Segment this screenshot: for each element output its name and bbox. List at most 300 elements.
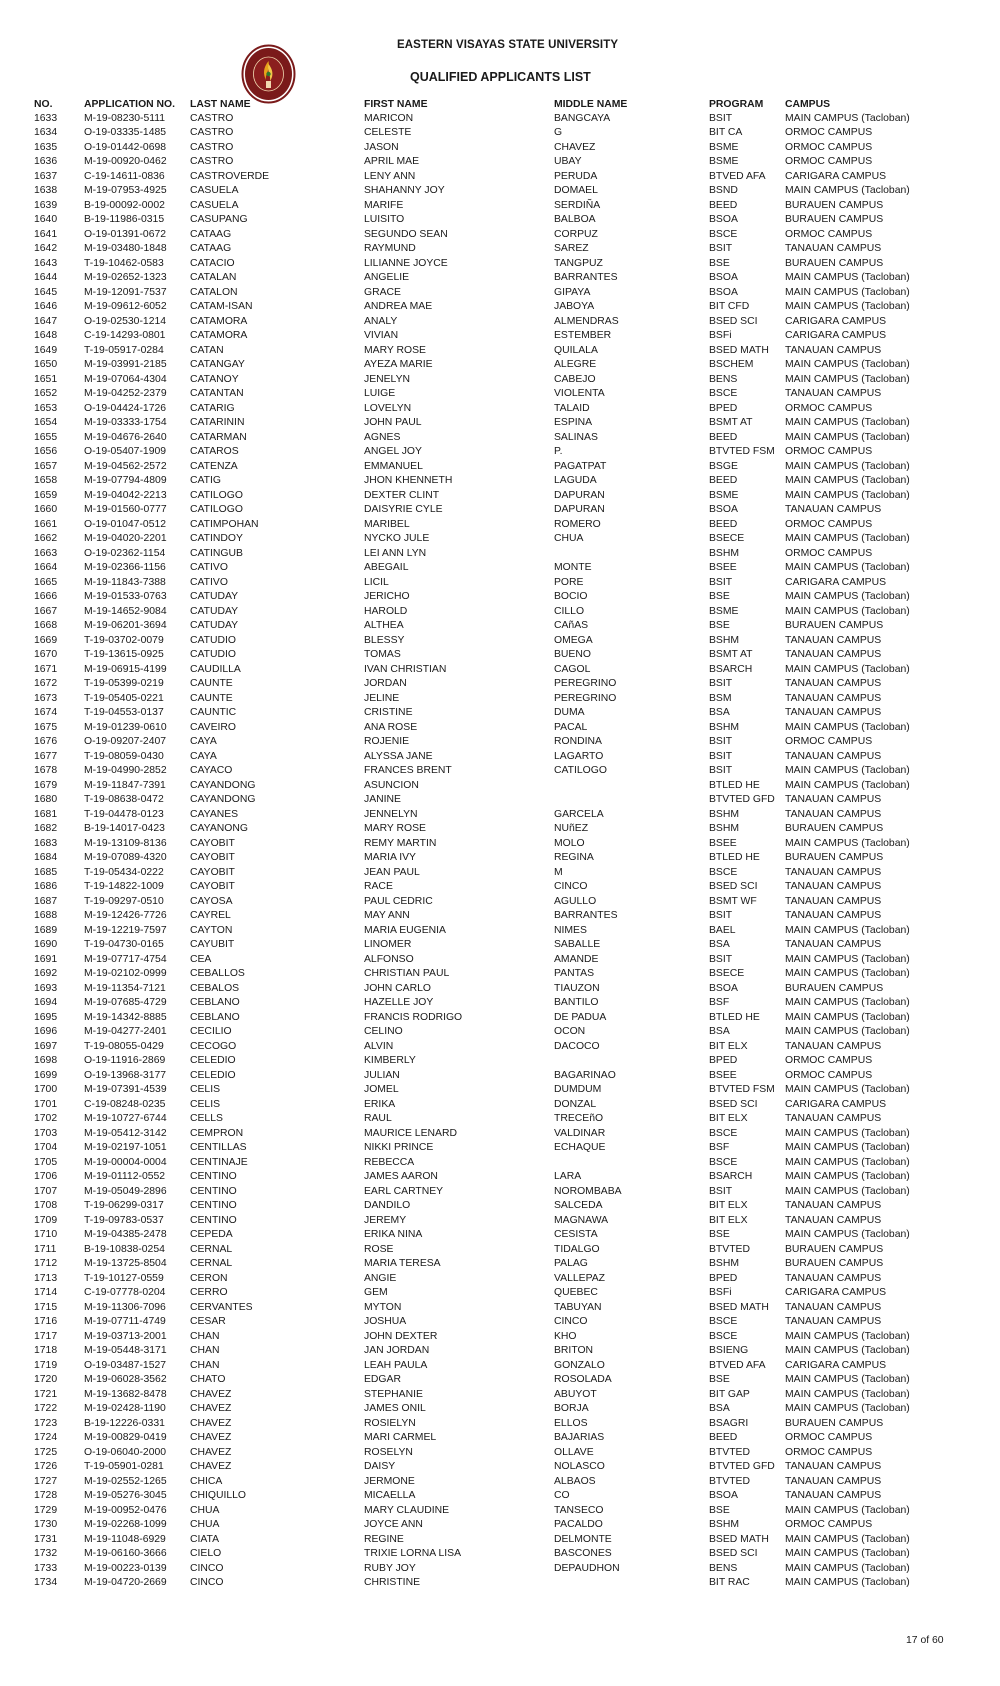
cell-program: BSCE <box>709 1127 738 1139</box>
cell-program: BIT GAP <box>709 1388 750 1400</box>
table-row <box>34 590 935 605</box>
cell-application-no: M-19-05276-3045 <box>84 1490 167 1501</box>
cell-application-no: O-19-09207-2407 <box>84 736 167 747</box>
cell-first-name: DAISYRIE CYLE <box>364 504 443 515</box>
cell-program: BSED SCI <box>709 315 758 327</box>
cell-program: BSFi <box>709 330 732 341</box>
cell-program: BEED <box>709 518 738 530</box>
cell-last-name: CATILOGO <box>190 504 243 515</box>
cell-no: 1666 <box>34 591 58 602</box>
cell-no: 1715 <box>34 1301 58 1313</box>
cell-no: 1681 <box>34 808 58 820</box>
cell-campus: TANAUAN CAMPUS <box>785 1490 882 1501</box>
cell-middle-name: PEREGRINO <box>554 678 617 689</box>
table-row <box>34 1083 935 1098</box>
cell-program: BEED <box>709 199 738 211</box>
cell-last-name: CATUDIO <box>190 649 236 660</box>
cell-campus: BURAUEN CAMPUS <box>785 620 884 631</box>
cell-middle-name: BRITON <box>554 1345 594 1356</box>
cell-last-name: CESAR <box>190 1316 226 1327</box>
cell-no: 1692 <box>34 968 58 979</box>
cell-middle-name: GIPAYA <box>554 286 591 298</box>
cell-last-name: CATAMORA <box>190 315 248 327</box>
cell-middle-name: M <box>554 866 563 878</box>
cell-last-name: CEMPRON <box>190 1127 244 1139</box>
cell-application-no: M-19-01533-0763 <box>84 591 167 602</box>
cell-middle-name: BANGCAYA <box>554 112 611 124</box>
cell-first-name: MARICON <box>364 112 414 124</box>
cell-program: BSME <box>709 141 739 153</box>
page-number: 17 of 60 <box>906 1635 944 1646</box>
cell-first-name: CHRISTINE <box>364 1577 420 1588</box>
table-row <box>34 242 935 257</box>
cell-middle-name: DAPURAN <box>554 489 605 501</box>
cell-campus: TANAUAN CAMPUS <box>785 808 882 820</box>
cell-middle-name: TIAUZON <box>554 982 600 994</box>
table-row <box>34 329 935 344</box>
cell-campus: TANAUAN CAMPUS <box>785 881 882 892</box>
table-row <box>34 706 935 721</box>
cell-no: 1710 <box>34 1229 58 1240</box>
cell-campus: MAIN CAMPUS (Tacloban) <box>785 431 910 443</box>
cell-application-no: M-19-07794-4809 <box>84 475 167 486</box>
cell-last-name: CATACIO <box>190 257 235 269</box>
table-body <box>34 112 935 1591</box>
cell-last-name: CECILIO <box>190 1026 232 1037</box>
cell-first-name: AYEZA MARIE <box>364 359 433 370</box>
cell-campus: MAIN CAMPUS (Tacloban) <box>785 1533 910 1545</box>
cell-campus: MAIN CAMPUS (Tacloban) <box>785 591 910 602</box>
cell-last-name: CATIVO <box>190 576 228 588</box>
cell-campus: BURAUEN CAMPUS <box>785 823 884 834</box>
cell-middle-name: OCON <box>554 1026 586 1037</box>
table-header-row <box>34 97 935 112</box>
cell-last-name: CENTILLAS <box>190 1142 247 1153</box>
cell-first-name: STEPHANIE <box>364 1388 423 1400</box>
cell-no: 1689 <box>34 924 58 936</box>
cell-application-no: M-19-00920-0462 <box>84 156 167 167</box>
cell-first-name: ROJENIE <box>364 736 410 747</box>
cell-program: BSEE <box>709 1069 737 1081</box>
cell-application-no: M-19-12426-7726 <box>84 910 167 921</box>
cell-campus: ORMOC CAMPUS <box>785 1519 873 1530</box>
cell-last-name: CEPEDA <box>190 1229 233 1240</box>
cell-campus: TANAUAN CAMPUS <box>785 504 882 515</box>
cell-middle-name: LAGARTO <box>554 750 604 762</box>
column-header-campus: CAMPUS <box>785 98 831 110</box>
cell-campus: TANAUAN CAMPUS <box>785 1461 882 1472</box>
cell-middle-name: ROMERO <box>554 518 601 530</box>
cell-program: BSCHEM <box>709 359 754 370</box>
cell-middle-name: PACAL <box>554 721 588 733</box>
cell-program: BSIT <box>709 750 733 762</box>
cell-application-no: M-19-11048-6929 <box>84 1533 166 1545</box>
cell-application-no: M-19-03991-2185 <box>84 359 167 370</box>
cell-no: 1718 <box>34 1345 58 1356</box>
cell-middle-name: TRECEñO <box>554 1113 604 1124</box>
cell-program: BSA <box>709 707 730 718</box>
cell-application-no: T-19-09297-0510 <box>84 895 164 907</box>
cell-first-name: KIMBERLY <box>364 1055 416 1066</box>
cell-campus: TANAUAN CAMPUS <box>785 344 882 356</box>
cell-last-name: CATIG <box>190 475 221 486</box>
table-row <box>34 431 935 446</box>
table-row <box>34 416 935 431</box>
table-row <box>34 1533 935 1548</box>
cell-program: BENS <box>709 373 738 385</box>
table-row <box>34 1257 935 1272</box>
cell-campus: MAIN CAMPUS (Tacloban) <box>785 1229 910 1240</box>
cell-last-name: CATALAN <box>190 272 237 283</box>
cell-campus: MAIN CAMPUS (Tacloban) <box>785 1185 910 1197</box>
cell-campus: BURAUEN CAMPUS <box>785 1258 884 1269</box>
cell-first-name: TRIXIE LORNA LISA <box>364 1548 462 1559</box>
table-row <box>34 1214 935 1229</box>
cell-campus: MAIN CAMPUS (Tacloban) <box>785 924 910 936</box>
cell-application-no: M-19-05049-2896 <box>84 1185 167 1197</box>
cell-no: 1682 <box>34 823 58 834</box>
cell-campus: TANAUAN CAMPUS <box>785 243 882 254</box>
cell-program: BSIT <box>709 765 733 776</box>
cell-program: BPED <box>709 402 738 414</box>
cell-campus: ORMOC CAMPUS <box>785 1069 873 1081</box>
cell-campus: ORMOC CAMPUS <box>785 736 873 747</box>
cell-last-name: CATAAG <box>190 228 232 240</box>
cell-no: 1717 <box>34 1330 58 1342</box>
cell-middle-name: PERUDA <box>554 170 598 182</box>
cell-no: 1707 <box>34 1185 58 1197</box>
cell-no: 1635 <box>34 141 58 153</box>
cell-application-no: M-19-11847-7391 <box>84 779 166 791</box>
cell-application-no: M-19-04676-2640 <box>84 431 167 443</box>
cell-application-no: M-19-00952-0476 <box>84 1504 167 1516</box>
cell-application-no: M-19-06028-3562 <box>84 1374 167 1385</box>
table-row <box>34 1547 935 1562</box>
cell-first-name: LUIGE <box>364 388 396 399</box>
cell-first-name: DAISY <box>364 1461 396 1472</box>
cell-campus: MAIN CAMPUS (Tacloban) <box>785 489 910 501</box>
cell-no: 1645 <box>34 286 58 298</box>
cell-no: 1676 <box>34 736 58 747</box>
cell-no: 1643 <box>34 257 58 269</box>
cell-first-name: REMY MARTIN <box>364 837 437 849</box>
cell-no: 1634 <box>34 127 58 138</box>
cell-application-no: T-19-10127-0559 <box>84 1272 164 1284</box>
cell-no: 1667 <box>34 605 58 617</box>
cell-last-name: CATARININ <box>190 417 245 428</box>
cell-middle-name <box>554 779 709 794</box>
cell-first-name: MAY ANN <box>364 910 410 921</box>
cell-application-no: T-19-08059-0430 <box>84 750 164 762</box>
table-row <box>34 822 935 837</box>
cell-no: 1728 <box>34 1490 58 1501</box>
cell-program: BSE <box>709 591 730 602</box>
cell-application-no: B-19-12226-0331 <box>84 1417 165 1429</box>
cell-application-no: M-19-13725-8504 <box>84 1258 167 1269</box>
cell-middle-name: DEPAUDHON <box>554 1562 620 1574</box>
cell-campus: MAIN CAMPUS (Tacloban) <box>785 1026 910 1037</box>
cell-campus: MAIN CAMPUS (Tacloban) <box>785 779 910 791</box>
cell-application-no: O-19-02530-1214 <box>84 315 167 327</box>
cell-first-name: LILIANNE JOYCE <box>364 257 448 269</box>
cell-application-no: T-19-08638-0472 <box>84 794 164 805</box>
cell-campus: TANAUAN CAMPUS <box>785 388 882 399</box>
cell-application-no: M-19-04385-2478 <box>84 1229 167 1240</box>
table-row <box>34 358 935 373</box>
cell-campus: TANAUAN CAMPUS <box>785 895 882 907</box>
cell-middle-name: DELMONTE <box>554 1533 612 1545</box>
cell-campus: BURAUEN CAMPUS <box>785 199 884 211</box>
cell-first-name: MAURICE LENARD <box>364 1127 457 1139</box>
cell-application-no: O-19-04424-1726 <box>84 402 167 414</box>
cell-no: 1703 <box>34 1127 58 1139</box>
cell-first-name: ERIKA <box>364 1098 396 1110</box>
cell-program: BSA <box>709 939 730 950</box>
cell-no: 1642 <box>34 243 58 254</box>
cell-first-name: JAN JORDAN <box>364 1345 430 1356</box>
cell-program: BTVTED FSM <box>709 1084 775 1095</box>
cell-campus: CARIGARA CAMPUS <box>785 330 887 341</box>
table-row <box>34 518 935 533</box>
table-row <box>34 1301 935 1316</box>
cell-first-name: CELINO <box>364 1026 403 1037</box>
column-header-application-no: APPLICATION NO. <box>84 98 176 110</box>
cell-no: 1661 <box>34 518 58 530</box>
cell-no: 1708 <box>34 1200 58 1211</box>
table-row <box>34 1576 935 1591</box>
cell-last-name: CAYOBIT <box>190 881 235 892</box>
cell-program: BSED MATH <box>709 1533 769 1545</box>
cell-last-name: CATAM-ISAN <box>190 301 253 312</box>
cell-program: BSGE <box>709 460 738 472</box>
cell-campus: CARIGARA CAMPUS <box>785 170 887 182</box>
cell-last-name: CAVEIRO <box>190 721 236 733</box>
cell-program: BIT CFD <box>709 301 750 312</box>
cell-middle-name: BARRANTES <box>554 910 618 921</box>
table-row <box>34 532 935 547</box>
cell-campus: TANAUAN CAMPUS <box>785 1475 882 1487</box>
cell-application-no: M-19-01112-0552 <box>84 1171 166 1182</box>
cell-first-name: FRANCES BRENT <box>364 765 452 776</box>
cell-no: 1690 <box>34 939 58 950</box>
cell-middle-name: ABUYOT <box>554 1388 597 1400</box>
cell-program: BSIT <box>709 243 733 254</box>
cell-program: BSCE <box>709 228 738 240</box>
cell-last-name: CAUNTE <box>190 678 233 689</box>
table-row <box>34 184 935 199</box>
table-row <box>34 1518 935 1533</box>
cell-middle-name: DUMDUM <box>554 1084 602 1095</box>
cell-campus: TANAUAN CAMPUS <box>785 750 882 762</box>
cell-first-name: JEAN PAUL <box>364 866 420 878</box>
cell-middle-name: CORPUZ <box>554 228 598 240</box>
cell-middle-name: CO <box>554 1490 570 1501</box>
cell-last-name: CAUDILLA <box>190 663 241 675</box>
cell-program: BSME <box>709 156 739 167</box>
cell-middle-name: ALEGRE <box>554 359 597 370</box>
cell-first-name: MARIA TERESA <box>364 1258 441 1269</box>
cell-application-no: O-19-01442-0698 <box>84 141 167 153</box>
cell-campus: MAIN CAMPUS (Tacloban) <box>785 286 910 298</box>
cell-middle-name: BALBOA <box>554 214 596 225</box>
cell-campus: MAIN CAMPUS (Tacloban) <box>785 765 910 776</box>
column-header-middle-name: MIDDLE NAME <box>554 98 628 110</box>
cell-campus: MAIN CAMPUS (Tacloban) <box>785 1577 910 1588</box>
cell-no: 1652 <box>34 388 58 399</box>
cell-application-no: M-19-12091-7537 <box>84 286 167 298</box>
cell-program: BSMT WF <box>709 895 757 907</box>
cell-application-no: O-19-02362-1154 <box>84 547 166 559</box>
cell-application-no: M-19-07711-4749 <box>84 1316 166 1327</box>
cell-application-no: M-19-02268-1099 <box>84 1519 167 1530</box>
cell-last-name: CAYANDONG <box>190 794 256 805</box>
cell-no: 1670 <box>34 649 58 660</box>
cell-first-name: SEGUNDO SEAN <box>364 228 448 240</box>
page-title: QUALIFIED APPLICANTS LIST <box>410 70 591 84</box>
cell-campus: MAIN CAMPUS (Tacloban) <box>785 1156 910 1168</box>
cell-middle-name: TIDALGO <box>554 1243 600 1255</box>
table-row <box>34 938 935 953</box>
cell-middle-name: DAPURAN <box>554 504 605 515</box>
cell-middle-name: SERDIÑA <box>554 199 601 211</box>
cell-last-name: CHAVEZ <box>190 1388 232 1400</box>
cell-first-name: FRANCIS RODRIGO <box>364 1011 463 1023</box>
cell-no: 1655 <box>34 431 58 443</box>
cell-program: BSOA <box>709 214 738 225</box>
cell-application-no: B-19-14017-0423 <box>84 823 165 834</box>
cell-application-no: M-19-00223-0139 <box>84 1562 167 1574</box>
cell-last-name: CATAAG <box>190 243 232 254</box>
table-row <box>34 1330 935 1345</box>
cell-no: 1698 <box>34 1055 58 1066</box>
cell-campus: TANAUAN CAMPUS <box>785 910 882 921</box>
table-row <box>34 1156 935 1171</box>
cell-no: 1648 <box>34 330 58 341</box>
cell-first-name: ROSIELYN <box>364 1417 416 1429</box>
column-header-no: NO. <box>34 98 53 110</box>
cell-first-name: BLESSY <box>364 634 405 646</box>
cell-first-name: DEXTER CLINT <box>364 489 440 501</box>
cell-program: BSARCH <box>709 1171 753 1182</box>
cell-no: 1700 <box>34 1084 58 1095</box>
cell-program: BSHM <box>709 547 740 559</box>
table-row <box>34 373 935 388</box>
cell-first-name: ALTHEA <box>364 620 404 631</box>
cell-middle-name: PAGATPAT <box>554 460 607 472</box>
cell-campus: TANAUAN CAMPUS <box>785 939 882 950</box>
table-row <box>34 1286 935 1301</box>
cell-program: BTVED AFA <box>709 170 766 182</box>
cell-last-name: CATIVO <box>190 562 228 573</box>
column-header-first-name: FIRST NAME <box>364 98 428 110</box>
cell-middle-name: OLLAVE <box>554 1446 594 1458</box>
cell-first-name: MARI CARMEL <box>364 1432 437 1443</box>
cell-campus: TANAUAN CAMPUS <box>785 1040 882 1052</box>
cell-first-name: SHAHANNY JOY <box>364 185 445 196</box>
cell-no: 1702 <box>34 1113 58 1124</box>
cell-campus: TANAUAN CAMPUS <box>785 1214 882 1226</box>
cell-first-name: MYTON <box>364 1301 402 1313</box>
table-row <box>34 1504 935 1519</box>
cell-no: 1699 <box>34 1069 58 1081</box>
cell-middle-name: DACOCO <box>554 1040 600 1052</box>
cell-no: 1641 <box>34 228 58 240</box>
cell-program: BSHM <box>709 823 740 834</box>
cell-last-name: CASUELA <box>190 199 239 211</box>
cell-campus: TANAUAN CAMPUS <box>785 1272 882 1284</box>
cell-first-name: MICAELLA <box>364 1490 416 1501</box>
cell-campus: ORMOC CAMPUS <box>785 1432 873 1443</box>
cell-program: BSFi <box>709 1287 732 1298</box>
cell-middle-name: PANTAS <box>554 968 595 979</box>
cell-first-name: JASON <box>364 141 399 153</box>
table-row <box>34 1475 935 1490</box>
cell-application-no: M-19-00829-0419 <box>84 1432 167 1443</box>
table-row <box>34 170 935 185</box>
cell-middle-name: ESPINA <box>554 417 593 428</box>
cell-application-no: M-19-07089-4320 <box>84 852 167 863</box>
cell-program: BIT ELX <box>709 1200 748 1211</box>
cell-application-no: M-19-12219-7597 <box>84 924 167 936</box>
cell-last-name: CASUPANG <box>190 214 248 225</box>
cell-campus: ORMOC CAMPUS <box>785 1446 873 1458</box>
cell-no: 1688 <box>34 910 58 921</box>
cell-last-name: CHUA <box>190 1504 220 1516</box>
cell-no: 1650 <box>34 359 58 370</box>
table-row <box>34 1344 935 1359</box>
cell-first-name: JENELYN <box>364 373 411 385</box>
cell-program: BSOA <box>709 1490 738 1501</box>
cell-last-name: CEA <box>190 953 212 965</box>
column-header-last-name: LAST NAME <box>190 98 251 110</box>
cell-program: BSCE <box>709 1156 738 1168</box>
cell-program: BTVTED GFD <box>709 1461 775 1472</box>
cell-application-no: T-19-05901-0281 <box>84 1461 164 1472</box>
cell-first-name: CELESTE <box>364 127 412 138</box>
cell-no: 1633 <box>34 112 58 124</box>
cell-first-name: ABEGAIL <box>364 562 409 573</box>
cell-program: BTLED HE <box>709 1011 760 1023</box>
cell-application-no: T-19-05917-0284 <box>84 344 164 356</box>
cell-campus: MAIN CAMPUS (Tacloban) <box>785 1127 910 1139</box>
cell-first-name: ERIKA NINA <box>364 1229 423 1240</box>
table-row <box>34 996 935 1011</box>
cell-middle-name: CATILOGO <box>554 765 607 776</box>
table-row <box>34 561 935 576</box>
cell-no: 1695 <box>34 1011 58 1023</box>
table-row <box>34 851 935 866</box>
cell-no: 1712 <box>34 1258 58 1269</box>
cell-no: 1659 <box>34 489 58 501</box>
cell-no: 1660 <box>34 504 58 515</box>
cell-no: 1730 <box>34 1519 58 1530</box>
cell-first-name: JULIAN <box>364 1069 400 1081</box>
cell-no: 1727 <box>34 1475 58 1487</box>
cell-program: BSED MATH <box>709 1301 769 1313</box>
cell-no: 1665 <box>34 576 58 588</box>
cell-campus: BURAUEN CAMPUS <box>785 257 884 269</box>
cell-no: 1653 <box>34 402 58 414</box>
table-row <box>34 271 935 286</box>
cell-no: 1654 <box>34 417 58 428</box>
cell-first-name: JERMONE <box>364 1475 415 1487</box>
cell-no: 1640 <box>34 214 58 225</box>
cell-no: 1656 <box>34 446 58 457</box>
cell-campus: TANAUAN CAMPUS <box>785 649 882 660</box>
cell-program: BTVED AFA <box>709 1359 766 1371</box>
cell-campus: ORMOC CAMPUS <box>785 127 873 138</box>
cell-last-name: CIELO <box>190 1548 222 1559</box>
